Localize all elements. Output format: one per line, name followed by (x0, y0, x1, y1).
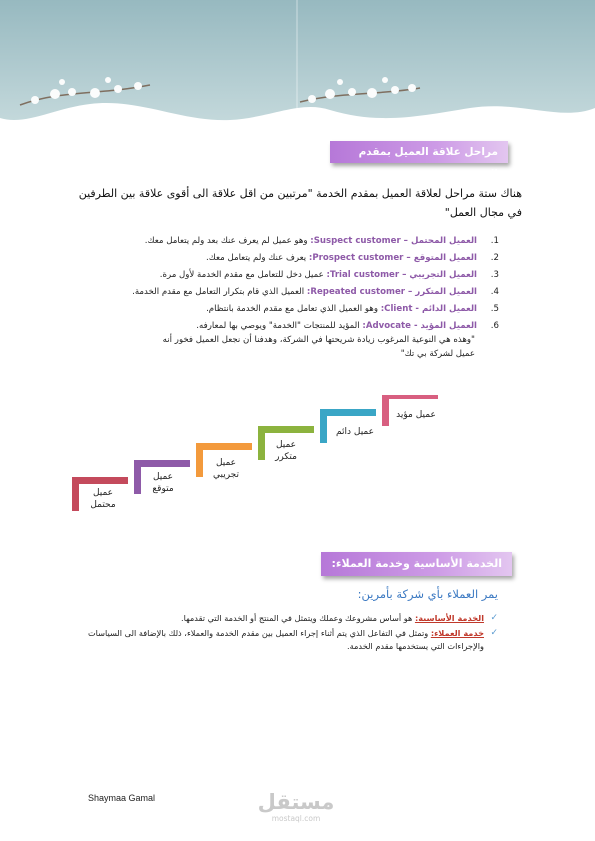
logo-text-latin: mostaql.com (271, 814, 321, 823)
check-icon: ✓ (490, 613, 498, 623)
list-item: ✓ خدمة العملاء: وتمثل في التفاعل الذي يتم أثناء إجراء العميل بين مقدم الخدمة والعملاء، ذلك بالإضافة الى السياسات والإجراءات التي يستخدمها مقدم الخدمة. (87, 628, 498, 651)
quote-paragraph: "وهذه هي النوعية المرغوب زيادة شريحتها في الشركة، وهدفنا أن نجعل العميل فخور أنه عميل لشركة بي تك" (162, 335, 475, 359)
mostaql-logo (256, 790, 336, 830)
list-item: 1. العميل المحتمل – Suspect customer: وهو عميل لم يعرف عنك بعد ولم يتعامل معك. (144, 236, 499, 246)
check-icon: ✓ (490, 628, 498, 638)
section-title-stages: مراحل علاقة العميل بمقدم الخدمة (330, 141, 508, 163)
logo-text-arabic: مستقل (257, 790, 335, 814)
step-label-repeated: عميل متكرر (275, 440, 297, 462)
subheading: يمر العملاء بأي شركة بأمرين: (357, 587, 498, 601)
list-item: 2. العميل المتوقع – Prospect customer: يعرف عنك ولم يتعامل معك. (206, 253, 499, 263)
section-title-services: الخدمة الأساسية وخدمة العملاء: (321, 552, 512, 576)
author-name: Shaymaa Gamal (88, 793, 156, 803)
list-item: 4. العميل المتكرر – Repeated customer: العميل الذي قام بتكرار التعامل مع مقدم الخدمة. (132, 287, 499, 297)
list-item: 6. العميل المؤيد - Advocate: المؤيد للمنتجات "الخدمة" ويوصي بها لمعارفه. (196, 321, 499, 331)
intro-paragraph: هناك ستة مراحل لعلاقة العميل بمقدم الخدمة "مرتبين من اقل علاقة الى أقوى علاقة بين الطرفين في مجال العمل" (78, 187, 522, 219)
services-list (70, 612, 498, 653)
step-label-advocate: عميل مؤيد (396, 410, 436, 420)
step-label-trial: عميل تجريبي (212, 458, 239, 480)
list-item: 5. العميل الدائم - Client: وهو العميل الذي تعامل مع مقدم الخدمة بانتظام. (206, 304, 499, 314)
step-label-prospect: عميل متوقع (152, 472, 174, 494)
list-item: ✓ الخدمة الأساسية: هو أساس مشروعك وعملك ويتمثل في المنتج أو الخدمة التي تقدمها. (181, 613, 498, 623)
step-label-suspect: عميل محتمل (90, 488, 116, 510)
stairs-diagram (60, 395, 450, 525)
stages-list (130, 233, 499, 335)
header-banner (0, 0, 595, 140)
step-label-client: عميل دائم (336, 427, 374, 437)
list-item: 3. العميل التجريبي – Trial customer: عميل دخل للتعامل مع مقدم الخدمة لأول مرة. (159, 270, 499, 280)
